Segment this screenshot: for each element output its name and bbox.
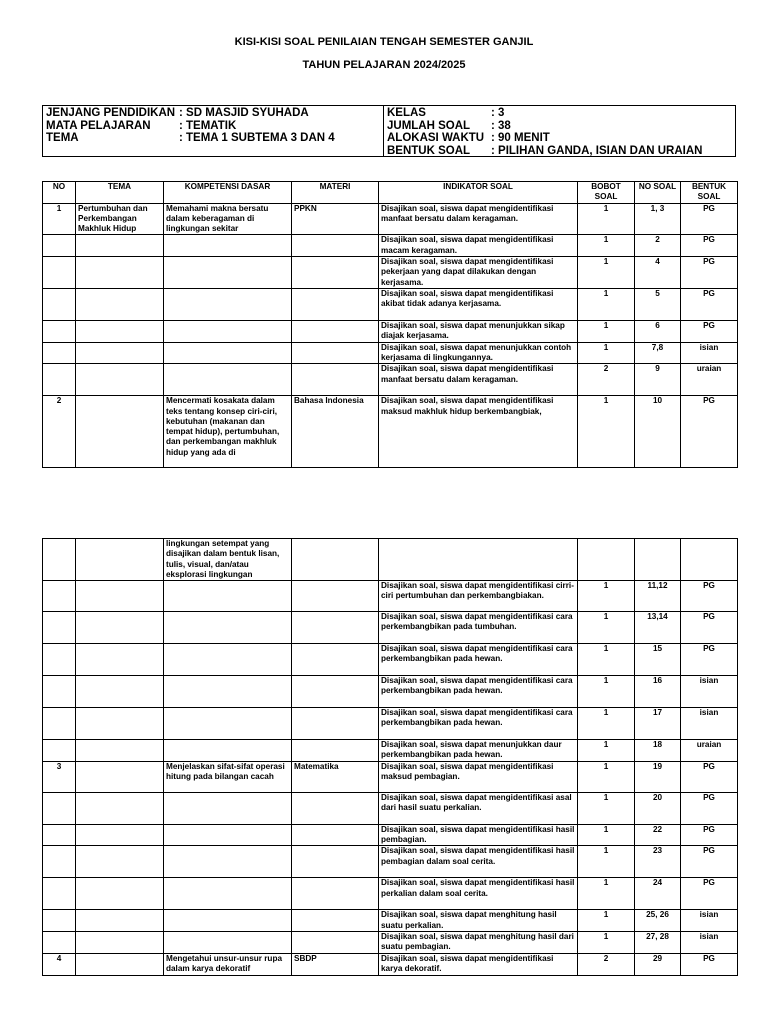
info-value: : 3 xyxy=(491,107,505,119)
tema-cell xyxy=(76,364,164,396)
bentuk-cell: PG xyxy=(681,257,738,289)
no-soal-cell: 9 xyxy=(635,364,681,396)
materi-cell xyxy=(292,289,379,321)
kompetensi-cell xyxy=(164,676,292,708)
tema-cell xyxy=(76,708,164,740)
kompetensi-cell xyxy=(164,846,292,878)
header-cell: TEMA xyxy=(76,182,164,204)
no-soal-cell: 7,8 xyxy=(635,342,681,364)
no-soal-cell: 24 xyxy=(635,878,681,910)
tema-cell xyxy=(76,676,164,708)
kompetensi-cell: Memahami makna bersatu dalam keberagaman di lingkungan sekitar xyxy=(164,203,292,235)
tema-cell xyxy=(76,644,164,676)
bobot-cell: 1 xyxy=(578,846,635,878)
info-value: : 38 xyxy=(491,119,511,132)
bobot-cell: 1 xyxy=(578,257,635,289)
table-row xyxy=(43,612,738,644)
bentuk-cell xyxy=(681,539,738,581)
indikator-cell: Disajikan soal, siswa dapat mengidentifikasi cara perkembangbikan pada hewan. xyxy=(379,708,578,740)
info-label: KELAS xyxy=(387,107,426,119)
no-soal-cell: 27, 28 xyxy=(635,931,681,953)
kompetensi-cell xyxy=(164,878,292,910)
no-soal-cell: 25, 26 xyxy=(635,910,681,932)
info-row-bentuk xyxy=(387,145,732,158)
no-cell xyxy=(43,792,76,824)
info-label: TEMA xyxy=(46,132,79,144)
no-cell xyxy=(43,235,76,257)
indikator-cell xyxy=(379,539,578,581)
no-cell: 3 xyxy=(43,761,76,792)
bentuk-cell: isian xyxy=(681,708,738,740)
bobot-cell: 1 xyxy=(578,878,635,910)
bentuk-cell: PG xyxy=(681,396,738,468)
no-soal-cell: 19 xyxy=(635,761,681,792)
kompetensi-cell xyxy=(164,740,292,762)
document-subtitle: TAHUN PELAJARAN 2024/2025 xyxy=(302,59,466,71)
table-row xyxy=(43,824,738,846)
no-cell: 2 xyxy=(43,396,76,468)
indikator-cell: Disajikan soal, siswa dapat mengidentifikasi cara perkembangbikan pada hewan. xyxy=(379,676,578,708)
no-cell xyxy=(43,676,76,708)
kompetensi-cell: Mencermati kosakata dalam teks tentang konsep ciri-ciri, kebutuhan (makanan dan tempat hidup), pertumbuhan, dan perkembangan makhluk hidup yang ada di xyxy=(164,396,292,468)
tema-cell xyxy=(76,931,164,953)
no-soal-cell: 15 xyxy=(635,644,681,676)
indikator-cell: Disajikan soal, siswa dapat menunjukkan daur perkembangbikan pada hewan. xyxy=(379,740,578,762)
bobot-cell: 1 xyxy=(578,676,635,708)
materi-cell: SBDP xyxy=(292,953,379,975)
materi-cell xyxy=(292,364,379,396)
indikator-cell: Disajikan soal, siswa dapat menunjukkan sikap diajak kerjasama. xyxy=(379,321,578,343)
no-cell xyxy=(43,846,76,878)
header-cell: MATERI xyxy=(292,182,379,204)
bobot-cell: 1 xyxy=(578,792,635,824)
tema-cell xyxy=(76,910,164,932)
tema-cell xyxy=(76,740,164,762)
table-row xyxy=(43,676,738,708)
no-soal-cell: 4 xyxy=(635,257,681,289)
no-soal-cell: 22 xyxy=(635,824,681,846)
bentuk-cell: uraian xyxy=(681,364,738,396)
bobot-cell: 1 xyxy=(578,708,635,740)
info-value: : SD MASJID SYUHADA xyxy=(179,107,309,119)
indikator-cell: Disajikan soal, siswa dapat mengidentifikasi maksud pembagian. xyxy=(379,761,578,792)
table-row xyxy=(43,931,738,953)
bobot-cell: 1 xyxy=(578,740,635,762)
indikator-cell: Disajikan soal, siswa dapat menghitung hasil suatu perkalian. xyxy=(379,910,578,932)
kompetensi-cell xyxy=(164,792,292,824)
no-cell xyxy=(43,289,76,321)
info-row-kelas xyxy=(387,107,732,120)
tema-cell xyxy=(76,792,164,824)
no-soal-cell: 20 xyxy=(635,792,681,824)
bentuk-cell: PG xyxy=(681,612,738,644)
kompetensi-cell xyxy=(164,257,292,289)
info-row-mapel xyxy=(46,120,380,133)
bentuk-cell: isian xyxy=(681,910,738,932)
materi-cell: Bahasa Indonesia xyxy=(292,396,379,468)
no-cell xyxy=(43,539,76,581)
no-soal-cell: 1, 3 xyxy=(635,203,681,235)
no-soal-cell: 11,12 xyxy=(635,581,681,612)
kompetensi-cell xyxy=(164,708,292,740)
table-row xyxy=(43,792,738,824)
indikator-cell: Disajikan soal, siswa dapat mengidentifikasi hasil perkalian dalam soal cerita. xyxy=(379,878,578,910)
materi-cell xyxy=(292,792,379,824)
bentuk-cell: isian xyxy=(681,676,738,708)
indikator-cell: Disajikan soal, siswa dapat mengidentifikasi hasil pembagian dalam soal cerita. xyxy=(379,846,578,878)
table-row xyxy=(43,846,738,878)
table-row xyxy=(43,878,738,910)
materi-cell xyxy=(292,581,379,612)
bobot-cell: 2 xyxy=(578,953,635,975)
no-cell xyxy=(43,644,76,676)
info-row-jenjang xyxy=(46,107,380,120)
materi-cell xyxy=(292,257,379,289)
indikator-cell: Disajikan soal, siswa dapat mengidentifikasi asal dari hasil suatu perkalian. xyxy=(379,792,578,824)
table-row xyxy=(43,235,738,257)
kompetensi-cell: Menjelaskan sifat-sifat operasi hitung pada bilangan cacah xyxy=(164,761,292,792)
table-row xyxy=(43,708,738,740)
no-cell: 1 xyxy=(43,203,76,235)
kompetensi-cell: lingkungan setempat yang disajikan dalam bentuk lisan, tulis, visual, dan/atau eksplorasi lingkungan xyxy=(164,539,292,581)
info-label: BENTUK SOAL xyxy=(387,144,471,157)
no-soal-cell: 23 xyxy=(635,846,681,878)
no-soal-cell: 16 xyxy=(635,676,681,708)
tema-cell xyxy=(76,396,164,468)
header-cell: NO SOAL xyxy=(635,182,681,204)
no-soal-cell: 5 xyxy=(635,289,681,321)
info-label: ALOKASI WAKTU xyxy=(387,132,485,144)
indikator-cell: Disajikan soal, siswa dapat mengidentifikasi hasil pembagian. xyxy=(379,824,578,846)
info-label: JUMLAH SOAL xyxy=(387,119,471,132)
no-cell xyxy=(43,581,76,612)
no-soal-cell: 29 xyxy=(635,953,681,975)
bentuk-cell: PG xyxy=(681,761,738,792)
bentuk-cell: PG xyxy=(681,235,738,257)
indikator-cell: Disajikan soal, siswa dapat mengidentifikasi akibat tidak adanya kerjasama. xyxy=(379,289,578,321)
bobot-cell: 1 xyxy=(578,342,635,364)
info-label: JENJANG PENDIDIKAN xyxy=(46,107,176,119)
tema-cell xyxy=(76,824,164,846)
no-soal-cell: 6 xyxy=(635,321,681,343)
info-row-tema xyxy=(46,132,380,145)
no-cell xyxy=(43,342,76,364)
table-row xyxy=(43,257,738,289)
no-soal-cell: 2 xyxy=(635,235,681,257)
no-cell: 4 xyxy=(43,953,76,975)
table-row xyxy=(43,396,738,468)
tema-cell xyxy=(76,612,164,644)
bentuk-cell: isian xyxy=(681,342,738,364)
materi-cell: PPKN xyxy=(292,203,379,235)
tema-cell xyxy=(76,761,164,792)
indikator-cell: Disajikan soal, siswa dapat menghitung hasil dari suatu pembagian. xyxy=(379,931,578,953)
bentuk-cell: PG xyxy=(681,953,738,975)
info-value: : TEMATIK xyxy=(179,119,237,132)
bobot-cell: 1 xyxy=(578,581,635,612)
tema-cell xyxy=(76,846,164,878)
materi-cell xyxy=(292,824,379,846)
kompetensi-cell xyxy=(164,321,292,343)
bobot-cell: 1 xyxy=(578,612,635,644)
indikator-cell: Disajikan soal, siswa dapat mengidentifikasi cirri-ciri pertumbuhan dan perkembangbiakan. xyxy=(379,581,578,612)
kompetensi-cell xyxy=(164,581,292,612)
no-cell xyxy=(43,878,76,910)
no-cell xyxy=(43,931,76,953)
no-soal-cell: 17 xyxy=(635,708,681,740)
info-label: MATA PELAJARAN xyxy=(46,119,151,132)
tema-cell xyxy=(76,953,164,975)
materi-cell xyxy=(292,910,379,932)
no-cell xyxy=(43,364,76,396)
indikator-cell: Disajikan soal, siswa dapat mengidentifikasi cara perkembangbikan pada hewan. xyxy=(379,644,578,676)
materi-cell xyxy=(292,644,379,676)
header-cell: KOMPETENSI DASAR xyxy=(164,182,292,204)
header-cell: INDIKATOR SOAL xyxy=(379,182,578,204)
bentuk-cell: PG xyxy=(681,792,738,824)
materi-cell xyxy=(292,708,379,740)
bobot-cell: 1 xyxy=(578,289,635,321)
bentuk-cell: PG xyxy=(681,644,738,676)
document-title: KISI-KISI SOAL PENILAIAN TENGAH SEMESTER GANJIL xyxy=(234,36,534,48)
info-value: : PILIHAN GANDA, ISIAN DAN URAIAN xyxy=(491,144,703,157)
indikator-cell: Disajikan soal, siswa dapat mengidentifikasi pekerjaan yang dapat dilakukan dengan kerjasama. xyxy=(379,257,578,289)
bobot-cell: 1 xyxy=(578,396,635,468)
info-box xyxy=(42,105,736,157)
kompetensi-cell: Mengetahui unsur-unsur rupa dalam karya dekoratif xyxy=(164,953,292,975)
bentuk-cell: PG xyxy=(681,203,738,235)
table-row xyxy=(43,342,738,364)
materi-cell xyxy=(292,612,379,644)
no-soal-cell: 13,14 xyxy=(635,612,681,644)
tema-cell xyxy=(76,878,164,910)
header-cell: BENTUK SOAL xyxy=(681,182,738,204)
table-row xyxy=(43,321,738,343)
bobot-cell: 1 xyxy=(578,910,635,932)
materi-cell xyxy=(292,931,379,953)
bentuk-cell: PG xyxy=(681,846,738,878)
info-right xyxy=(384,106,735,156)
indikator-cell: Disajikan soal, siswa dapat mengidentifikasi karya dekoratif. xyxy=(379,953,578,975)
bobot-cell: 1 xyxy=(578,203,635,235)
tema-cell xyxy=(76,321,164,343)
bentuk-cell: isian xyxy=(681,931,738,953)
tema-cell xyxy=(76,257,164,289)
table-row xyxy=(43,289,738,321)
no-cell xyxy=(43,824,76,846)
kompetensi-cell xyxy=(164,644,292,676)
tema-cell xyxy=(76,235,164,257)
bobot-cell: 1 xyxy=(578,321,635,343)
tema-cell xyxy=(76,539,164,581)
table-row xyxy=(43,953,738,975)
info-left xyxy=(43,106,384,156)
kompetensi-cell xyxy=(164,824,292,846)
table-row xyxy=(43,539,738,581)
bentuk-cell: PG xyxy=(681,289,738,321)
kompetensi-cell xyxy=(164,910,292,932)
materi-cell xyxy=(292,235,379,257)
tema-cell xyxy=(76,342,164,364)
indikator-cell: Disajikan soal, siswa dapat menunjukkan contoh kerjasama di lingkungannya. xyxy=(379,342,578,364)
header-cell: NO xyxy=(43,182,76,204)
kisi-table-page1 xyxy=(42,181,738,468)
info-row-alokasi xyxy=(387,132,732,145)
table-row xyxy=(43,364,738,396)
no-cell xyxy=(43,708,76,740)
bentuk-cell: PG xyxy=(681,824,738,846)
bobot-cell: 1 xyxy=(578,761,635,792)
no-cell xyxy=(43,612,76,644)
kompetensi-cell xyxy=(164,364,292,396)
tema-cell xyxy=(76,289,164,321)
no-cell xyxy=(43,740,76,762)
no-cell xyxy=(43,910,76,932)
table-header-row xyxy=(43,182,738,204)
tema-cell: Pertumbuhan dan Perkembangan Makhluk Hidup xyxy=(76,203,164,235)
bentuk-cell: uraian xyxy=(681,740,738,762)
table-row xyxy=(43,203,738,235)
table-row xyxy=(43,740,738,762)
materi-cell xyxy=(292,676,379,708)
header-cell: BOBOT SOAL xyxy=(578,182,635,204)
materi-cell xyxy=(292,878,379,910)
no-soal-cell xyxy=(635,539,681,581)
table-row xyxy=(43,644,738,676)
info-value: : 90 MENIT xyxy=(491,132,550,144)
bentuk-cell: PG xyxy=(681,878,738,910)
table-row xyxy=(43,910,738,932)
materi-cell xyxy=(292,740,379,762)
kompetensi-cell xyxy=(164,931,292,953)
tema-cell xyxy=(76,581,164,612)
bobot-cell: 2 xyxy=(578,364,635,396)
indikator-cell: Disajikan soal, siswa dapat mengidentifikasi manfaat bersatu dalam keragaman. xyxy=(379,364,578,396)
no-cell xyxy=(43,321,76,343)
kompetensi-cell xyxy=(164,612,292,644)
info-value: : TEMA 1 SUBTEMA 3 DAN 4 xyxy=(179,132,335,144)
no-soal-cell: 10 xyxy=(635,396,681,468)
no-cell xyxy=(43,257,76,289)
kisi-table-page2 xyxy=(42,538,738,976)
materi-cell xyxy=(292,539,379,581)
bentuk-cell: PG xyxy=(681,321,738,343)
indikator-cell: Disajikan soal, siswa dapat mengidentifikasi manfaat bersatu dalam keragaman. xyxy=(379,203,578,235)
bobot-cell: 1 xyxy=(578,644,635,676)
indikator-cell: Disajikan soal, siswa dapat mengidentifikasi cara perkembangbikan pada tumbuhan. xyxy=(379,612,578,644)
bobot-cell: 1 xyxy=(578,824,635,846)
materi-cell xyxy=(292,846,379,878)
bobot-cell: 1 xyxy=(578,235,635,257)
kompetensi-cell xyxy=(164,342,292,364)
indikator-cell: Disajikan soal, siswa dapat mengidentifikasi maksud makhluk hidup berkembangbiak, xyxy=(379,396,578,468)
table-row xyxy=(43,581,738,612)
materi-cell xyxy=(292,321,379,343)
indikator-cell: Disajikan soal, siswa dapat mengidentifikasi macam keragaman. xyxy=(379,235,578,257)
kompetensi-cell xyxy=(164,289,292,321)
info-row-jumlah xyxy=(387,120,732,133)
materi-cell xyxy=(292,342,379,364)
kompetensi-cell xyxy=(164,235,292,257)
materi-cell: Matematika xyxy=(292,761,379,792)
bobot-cell xyxy=(578,539,635,581)
bentuk-cell: PG xyxy=(681,581,738,612)
no-soal-cell: 18 xyxy=(635,740,681,762)
table-row xyxy=(43,761,738,792)
bobot-cell: 1 xyxy=(578,931,635,953)
